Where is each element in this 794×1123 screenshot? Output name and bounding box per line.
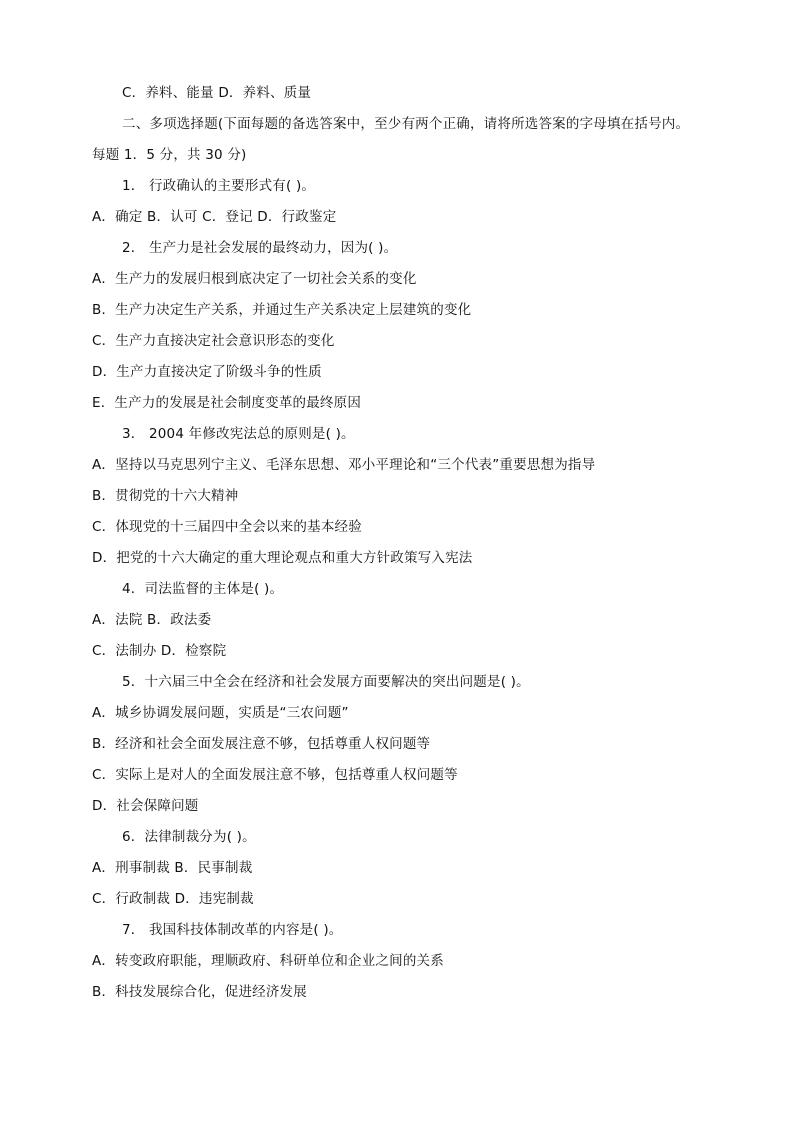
option-line: C．法制办 D．检察院 <box>92 643 227 659</box>
option-line: C．实际上是对人的全面发展注意不够，包括尊重人权问题等 <box>92 767 458 783</box>
section-heading: 二、多项选择题(下面每题的备选答案中，至少有两个正确，请将所选答案的字母填在括号内。 <box>122 116 690 132</box>
option-line: C．行政制裁 D．违宪制裁 <box>92 891 254 907</box>
option-line: A．法院 B．政法委 <box>92 612 212 628</box>
option-line: A．城乡协调发展问题，实质是“三农问题” <box>92 705 349 721</box>
option-line: A．坚持以马克思列宁主义、毛泽东思想、邓小平理论和“三个代表”重要思想为指导 <box>92 457 596 473</box>
option-line: A．确定 B．认可 C．登记 D．行政鉴定 <box>92 209 337 225</box>
question-7: 7． 我国科技体制改革的内容是( )。 <box>122 922 343 938</box>
question-2: 2． 生产力是社会发展的最终动力，因为( )。 <box>122 240 398 256</box>
option-line: A．刑事制裁 B．民事制裁 <box>92 860 253 876</box>
option-line: A．生产力的发展归根到底决定了一切社会关系的变化 <box>92 271 417 287</box>
option-line: A．转变政府职能，理顺政府、科研单位和企业之间的关系 <box>92 953 444 969</box>
question-4: 4．司法监督的主体是( )。 <box>122 581 284 597</box>
option-line: B．贯彻党的十六大精神 <box>92 488 239 504</box>
option-line: C．养料、能量 D．养料、质量 <box>122 85 312 101</box>
option-line: C．体现党的十三届四中全会以来的基本经验 <box>92 519 362 535</box>
option-line: B．生产力决定生产关系，并通过生产关系决定上层建筑的变化 <box>92 302 472 318</box>
option-line: C．生产力直接决定社会意识形态的变化 <box>92 333 335 349</box>
option-line: D．生产力直接决定了阶级斗争的性质 <box>92 364 322 380</box>
option-line: D．把党的十六大确定的重大理论观点和重大方针政策写入宪法 <box>92 550 473 566</box>
question-3: 3． 2004 年修改宪法总的原则是( )。 <box>122 426 355 442</box>
question-6: 6．法律制裁分为( )。 <box>122 829 256 845</box>
question-1: 1． 行政确认的主要形式有( )。 <box>122 178 316 194</box>
section-heading-cont: 每题 1．5 分，共 30 分) <box>92 147 247 163</box>
option-line: D．社会保障问题 <box>92 798 199 814</box>
option-line: B．经济和社会全面发展注意不够，包括尊重人权问题等 <box>92 736 431 752</box>
option-line: B．科技发展综合化，促进经济发展 <box>92 984 307 1000</box>
option-line: E．生产力的发展是社会制度变革的最终原因 <box>92 395 362 411</box>
question-5: 5．十六届三中全会在经济和社会发展方面要解决的突出问题是( )。 <box>122 674 530 690</box>
